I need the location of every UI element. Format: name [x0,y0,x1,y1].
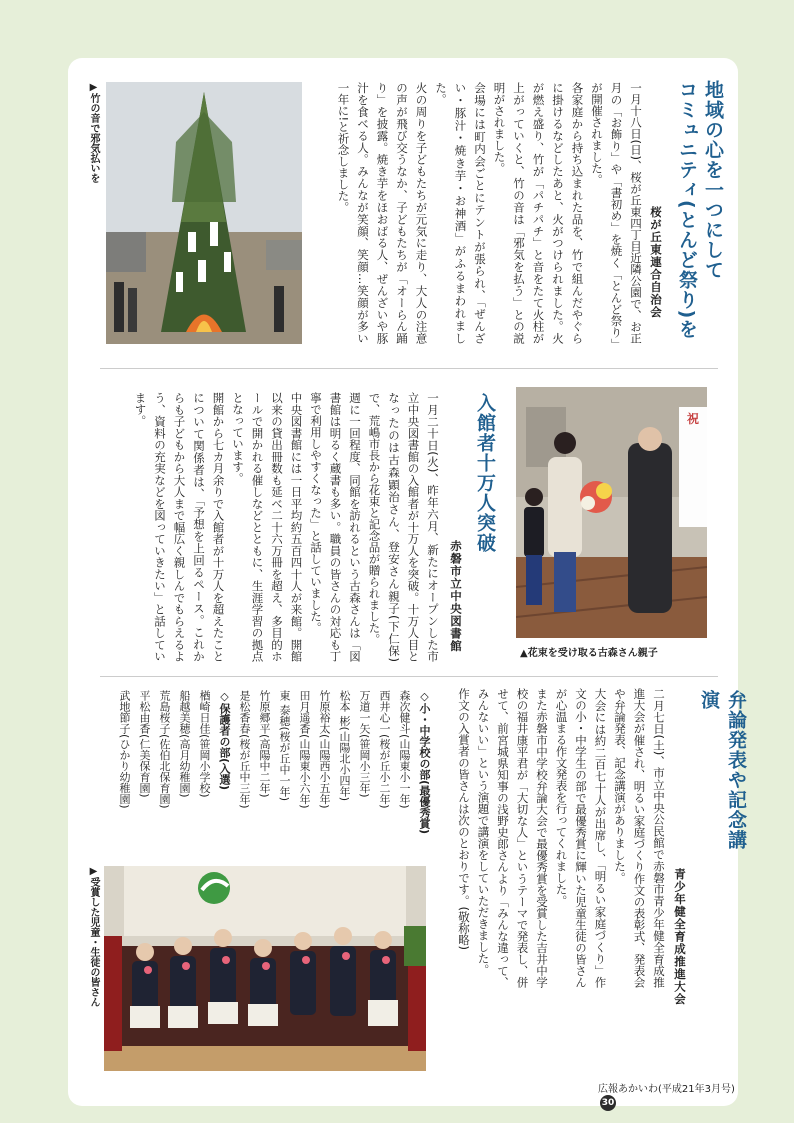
article2-para-3: 中央図書館には一日平均約五百四十人が来館。開館以来の貸出冊数も延べ二十六万冊を超え、多目的ホールで開かれる催しなどとともに、生涯学習の拠点となっています。 [231,392,304,662]
article1-org: 桜が丘東連合自治会 [649,206,663,319]
article3-para-1: 二月七日(土)、市立中央公民館で赤磐市青少年健全育成推進大会が催され、明るい家庭づくり作文の表彰式、発表会や弁論発表、記念講演がありました。 [613,688,666,988]
award-item: 松本 彬(山陽北小四年) [338,690,351,802]
article2-title: 入館者十万人突破 [474,393,496,553]
photo-library-ceremony [516,387,707,638]
award-item: 万道一矢(笹岡小三年) [358,690,371,798]
article1-title-line2: コミュニティ(とんど祭り)を [676,80,698,340]
award-item: 西井心一(桜が丘小二年) [378,690,391,809]
article1-para-1: 一月十八日(日)、桜が丘東四丁目近隣公園で、お正月の「お飾り」や「書初め」を焼く「とんど祭り」が開催されました。 [590,82,643,344]
award-item: 東 泰穂(桜が丘中一年) [278,690,291,802]
article2-para-2: 週に一回程度、同館を訪れるという古森さんは「図書館は明るく蔵書も多い。職員の皆さんの対応も丁寧で利用しやすくなった」と話していました。 [309,392,362,662]
award-item: 楢崎日佳(笹岡小学校) [198,690,211,798]
article1-body [312,82,645,344]
article2-body [92,392,442,662]
svg-text:祝: 祝 [686,412,700,426]
article2-para-4: 開館から七カ月余りで入館者が十万人を超えたことについて関係者は、「予想を上回るペース。これからも子どもから大人まで幅広く親しんでもらえるよう、資料の充実などを図っていきたい」と話しています。 [133,392,226,662]
page-number: 30 [600,1095,616,1111]
award-item: 荒島桜子(佐伯北保育園) [158,690,171,809]
article1-title-line1: 地域の心を一つにして [702,80,724,280]
article3-title: 弁論発表や記念講演 [698,690,747,850]
article3-para-3: また赤磐市中学校弁論大会で最優秀賞を受賞した吉井中学校の福井康平君が「大切な人」というテーマで発表し、併せて、前宮城県知事の浅野史郎さんより「みんな違って、みんないい」という演題で講演をしていただきました。 [476,688,549,988]
award-list [112,690,434,855]
article3-body [446,688,668,988]
article1-para-2: 各家庭から持ち込まれた品を、竹で組んだやぐらに掛けるなどしたあと、火がつけられました。火が燃え盛り、竹が「パチパチ」と音をたて火柱が上がっていくと、竹の音は「邪気を払う」との説明がされました。 [492,82,585,344]
award-item: 竹原郷平(高陽中二年) [258,690,271,798]
award-item: 是松香春(桜が丘中三年) [238,690,251,809]
award-item: 平松由香(仁美保育園) [138,690,151,798]
footer [598,1080,738,1111]
article1-caption: ▶竹の音で邪気払いを [88,82,99,183]
separator-1 [100,368,718,369]
award-heading-students: ◇小・中学校の部(最優秀賞) [418,690,431,835]
award-heading-parents: ◇保護者の部(入選) [218,690,231,791]
photo-tondo-fire [106,82,302,344]
article1-para-3: 会場には町内会ごとにテントが張られ、「ぜんざい・豚汁・焼き芋・お神酒」がふるまわれました。 [434,82,487,344]
award-item: 武地節子(ひかり幼稚園) [118,690,131,809]
article3-caption: ▶受賞した児童・生徒の皆さん [88,866,99,1007]
article3-org: 青少年健全育成推進大会 [673,868,687,1006]
article3-para-4: 作文の入賞者の皆さんは次のとおりです。(敬称略) [457,688,471,950]
article2-org: 赤磐市立中央図書館 [449,540,463,653]
article2-caption: ▲花束を受け取る古森さん親子 [520,648,658,659]
footer-publication: 広報あかいわ(平成21年3月号) [598,1084,735,1095]
article1-para-4: 火の周りを子どもたちが元気に走り、大人の注意の声が飛び交うなか、子どもたちが「オーらん踊り」を披露。焼き芋をほおばる人、ぜんざいや豚汁を食べる人。みんなが笑顔、笑顔…笑顔が多い一年に!と祈念しました。 [336,82,429,344]
award-item: 森次健斗(山陽東小一年) [398,690,411,809]
photo-award-winners [104,866,426,1071]
article3-para-2: 大会には約二百七十人が出席し、「明るい家庭づくり」作文の小・中学生の部で最優秀賞に輝いた児童生徒の皆さんが心温まる作文発表を行ってくれました。 [554,688,608,988]
separator-2 [100,676,718,677]
award-item: 田月遥香(山陽東小六年) [298,690,311,809]
award-item: 竹原裕太(山陽西小五年) [318,690,331,809]
article2-para-1: 一月二十日(火)、昨年六月、新たにオープンした市立中央図書館の入館者が十万人を突破。十万人目となったのは古森顕治さん、登安さん親子(下仁保)で、荒嶋市長から花束と記念品が贈られました。 [367,392,440,662]
award-item: 船越美穂(高月幼稚園) [178,690,191,798]
